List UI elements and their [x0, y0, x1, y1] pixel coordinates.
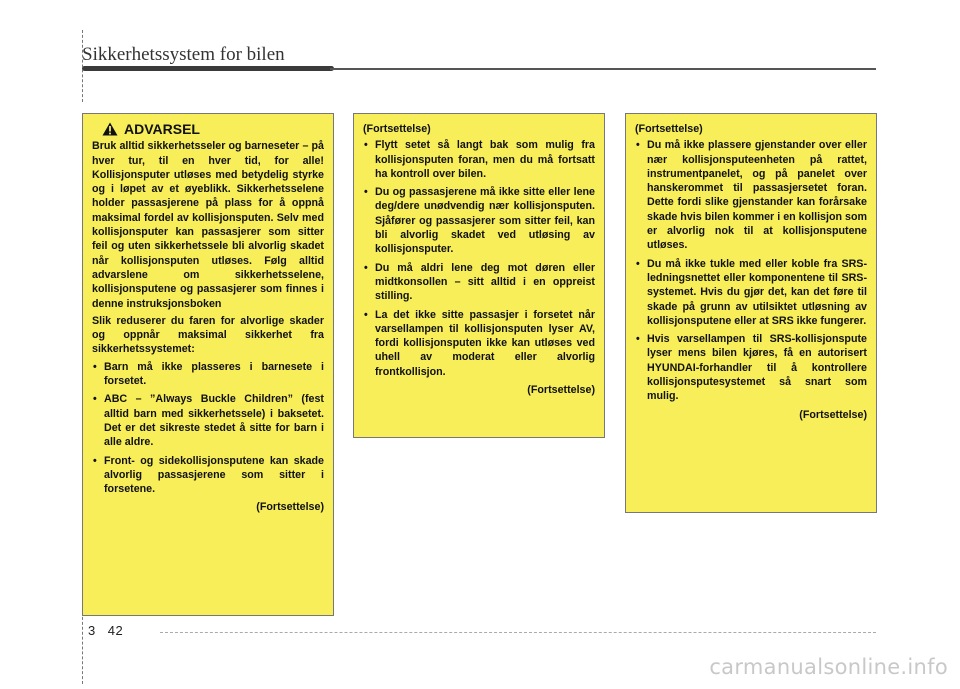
- continued-top-label: (Fortsettelse): [635, 123, 703, 135]
- warning-label: ADVARSEL: [124, 121, 200, 137]
- crop-mark-top: [82, 30, 84, 102]
- warning-box-2: [353, 113, 605, 438]
- section-number: 3: [88, 623, 96, 638]
- continued-label: (Fortsettelse): [256, 501, 324, 514]
- header-rule: [330, 68, 876, 70]
- warning-list-1: [92, 360, 324, 497]
- warning-list-3: [635, 138, 867, 403]
- crop-mark-bottom: [82, 612, 84, 684]
- list-item: • La det ikke sitte passasjer i forsetet når varsellampen til kollisjonsputen lyser AV, fordi kollisjonsputen ikke kan utløses ved uhell av moderat eller alvorlig frontkollisjon.: [363, 308, 595, 379]
- warning-triangle-icon: [102, 122, 118, 136]
- warning-lead: Slik reduserer du faren for alvorlige skader og oppnår maksimal sikkerhet fra sikkerhetssystemet:: [92, 314, 324, 356]
- list-item: • Du må ikke tukle med eller koble fra SRS-ledningsnettet eller komponentene til SRS-systemet. Hvis du gjør det, kan det føre til skade på grunn av utilsiktet utløsning av kollisjonsputene eller at SRS ikke fungerer.: [635, 257, 867, 328]
- warning-box-1: [82, 113, 334, 616]
- warning-list-2: [363, 138, 595, 379]
- page-number-value: 42: [107, 623, 124, 638]
- list-item: • Flytt setet så langt bak som mulig fra kollisjonsputen foran, men du må fortsatt ha kontroll over bilen.: [363, 138, 595, 181]
- warning-box-3: [625, 113, 877, 513]
- list-item: • Barn må ikke plasseres i barnesete i forsetet.: [92, 360, 324, 389]
- page-number: [88, 623, 123, 638]
- header-bar-accent: [82, 66, 334, 71]
- list-item: • ABC – ”Always Buckle Children” (fest alltid barn med sikkerhetssele) i baksetet. Det er det sikreste stedet å sitte for barn i alle aldre.: [92, 392, 324, 449]
- list-item: • Du må aldri lene deg mot døren eller midtkonsollen – sitt alltid i en oppreist stilling.: [363, 261, 595, 304]
- watermark-text: carmanualsonline.info: [709, 655, 948, 679]
- warning-header: [92, 122, 324, 136]
- warning-intro: Bruk alltid sikkerhetsseler og barneseter – på hver tur, til en hver tid, for alle! Kollisjonsputer utløses med betydelig styrke og i løpet av et øyeblikk. Sikkerhetsselene holder passasjerene på plass for å oppnå maksimal fordel av kollisjonsputen. Selv med kollisjonsputer kan passasjerer som sitter feil og uten sikkerhetssele bli alvorlig skadet når kollisjonsputen utløses. Følg alltid advarslene om sikkerhetsselene, kollisjonsputene og passasjerer som finnes i denne instruksjonsboken: [92, 140, 324, 310]
- list-item: • Front- og sidekollisjonsputene kan skade alvorlig passasjerene som sitter i forsetene.: [92, 454, 324, 497]
- continued-label: (Fortsettelse): [527, 384, 595, 397]
- list-item: • Hvis varsellampen til SRS-kollisjonspute lyser mens bilen kjøres, få en autorisert HYUNDAI-forhandler til å kontrollere kollisjonsputesystemet så snart som mulig.: [635, 332, 867, 403]
- continued-label: (Fortsettelse): [799, 408, 867, 421]
- footer-rule: [160, 632, 876, 633]
- list-item: • Du og passasjerene må ikke sitte eller lene deg/dere unødvendig nær kollisjonsputen. Sjåfører og passasjerer som sitter feil, kan bli alvorlig skadet ved utløsing av kollisjonsputer.: [363, 185, 595, 256]
- continued-top-label: (Fortsettelse): [363, 123, 431, 135]
- page-header-title: Sikkerhetssystem for bilen: [82, 44, 285, 65]
- list-item: • Du må ikke plassere gjenstander over eller nær kollisjonsputeenheten på rattet, instrumentpanelet, og på panelet over hanskerommet til passasjersetet foran. Dette fordi slike gjenstander kan forårsake skade hvis bilen kommer i en kollisjon som er alvorlig nok til at kollisjonsputene utløses.: [635, 138, 867, 252]
